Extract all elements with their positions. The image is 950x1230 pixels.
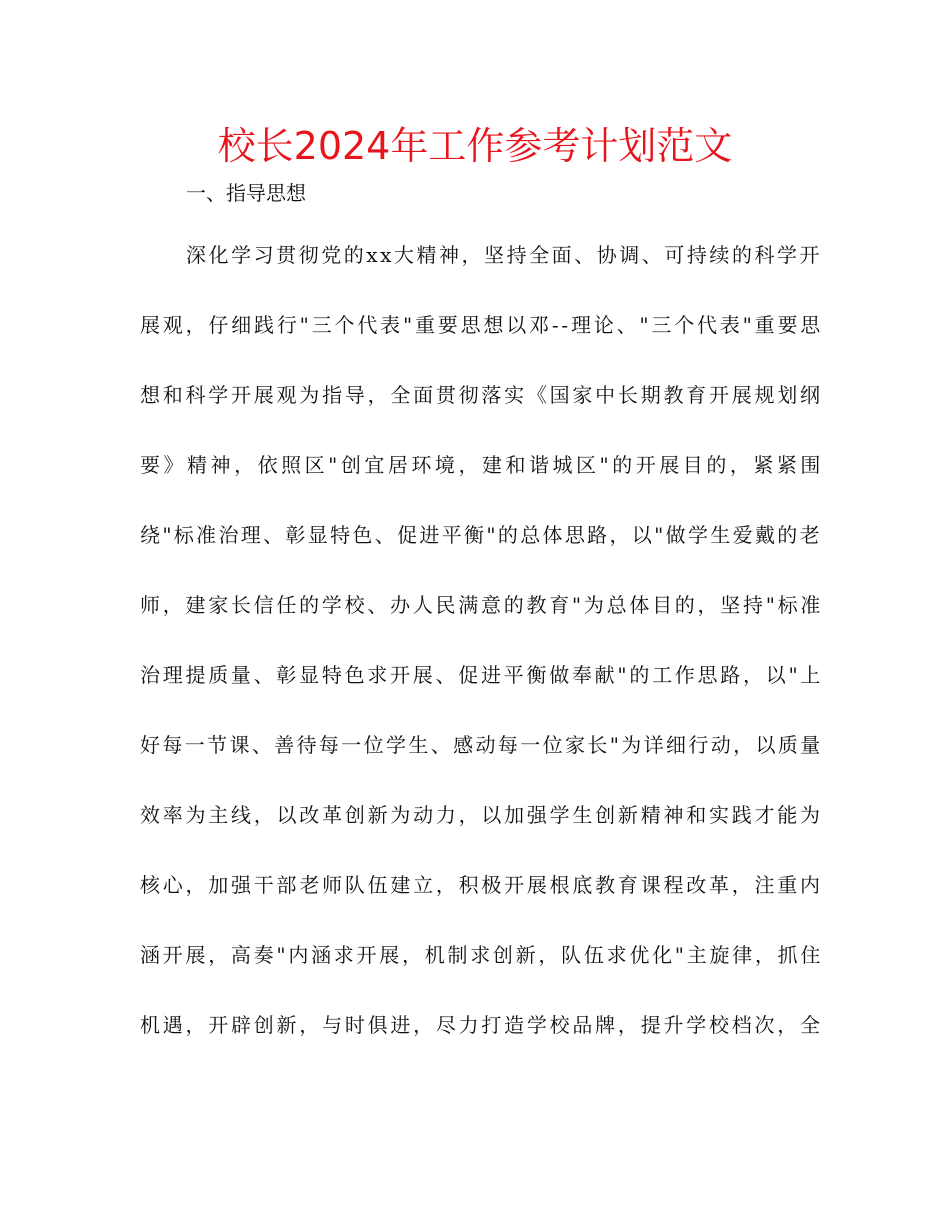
- paragraph-line: 师，建家长信任的学校、办人民满意的教育"为总体目的，坚持"标准: [140, 593, 824, 617]
- section-heading: 一、指导思想: [186, 181, 306, 205]
- document-title: 校长2024年工作参考计划范文: [217, 124, 733, 168]
- paragraph-line: 效率为主线，以改革创新为动力，以加强学生创新精神和实践才能为: [140, 803, 823, 827]
- paragraph-line: 机遇，开辟创新，与时俱进，尽力打造学校品牌，提升学校档次，全: [140, 1013, 823, 1037]
- paragraph-line: 想和科学开展观为指导，全面贯彻落实《国家中长期教育开展规划纲: [140, 383, 823, 407]
- paragraph-line: 治理提质量、彰显特色求开展、促进平衡做奉献"的工作思路，以"上: [140, 663, 824, 687]
- paragraph-line: 核心，加强干部老师队伍建立，积极开展根底教育课程改革，注重内: [140, 873, 823, 897]
- paragraph-line: 深化学习贯彻党的xx大精神，坚持全面、协调、可持续的科学开: [186, 243, 823, 267]
- paragraph-line: 展观，仔细践行"三个代表"重要思想以邓--理论、"三个代表"重要思: [140, 313, 824, 337]
- paragraph-line: 好每一节课、善待每一位学生、感动每一位家长"为详细行动，以质量: [140, 733, 823, 757]
- paragraph-line: 绕"标准治理、彰显特色、促进平衡"的总体思路，以"做学生爱戴的老: [140, 523, 822, 547]
- paragraph-line: 要》精神，依照区"创宜居环境，建和谐城区"的开展目的，紧紧围: [140, 453, 824, 477]
- paragraph-line: 涵开展，高奏"内涵求开展，机制求创新，队伍求优化"主旋律，抓住: [140, 943, 824, 967]
